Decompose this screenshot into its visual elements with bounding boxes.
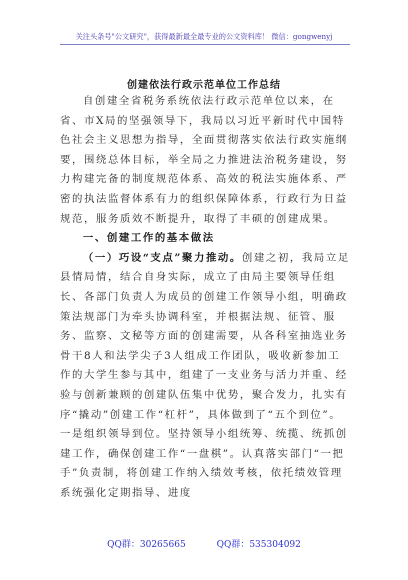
header-banner: 关注头条号"公文研究"，获得最新最全最专业的公文资料库！ 微信：gongwenyj [75, 32, 333, 41]
footer-contacts [0, 537, 408, 550]
footer-qq-group-2: QQ群：535304092 [216, 540, 301, 550]
sub-section-heading: （一）巧设“支点”聚力推动。 [82, 251, 242, 264]
section-heading: 一、创建工作的基本做法 [82, 232, 215, 245]
footer-qq-group-1: QQ群：30265665 [107, 540, 186, 550]
sub-section-paragraph [60, 249, 350, 504]
header-divider [60, 44, 350, 45]
document-body [60, 92, 350, 503]
sub-section-body: 创建之初，我局立足县情局情，结合自身实际，成立了由局主要领导任组长、各部门负责人为成员的创建工作领导小组，明确政策法规部门为牵头协调科室，并根据法规、征管、服务、监察、文秘等方面的创建需要，从各科室抽选业务骨干8人和法学尖子3人组成工作团队，吸收新参加工作的大学生参与其中，组建了一支业务与活力并重、经验与创新兼顾的创建队伍集中优势，聚合发力，扎实有序“撬动”创建工作“杠杆”，具体做到了“五个到位”。一是组织领导到位。坚持领导小组统筹、统揽、统抓创建工作，确保创建工作“一盘棋”。认真落实部门“一把手”负责制，将创建工作纳入绩效考核，依托绩效管理系统强化定期指导、进度 [60, 251, 350, 499]
intro-paragraph: 自创建全省税务系统依法行政示范单位以来，在省、市X局的坚强领导下，我局以习近平新时代中国特色社会主义思想为指导，全面贯彻落实依法行政实施纲要，围绕总体目标，举全局之力推进法治税务建设，努力构建完备的制度规范体系、高效的税法实施体系、严密的执法监督体系有力的组织保障体系，行政行为日益规范，服务质效不断提升，取得了丰硕的创建成果。 [60, 95, 348, 225]
document-title: 创建依法行政示范单位工作总结 [127, 80, 281, 91]
